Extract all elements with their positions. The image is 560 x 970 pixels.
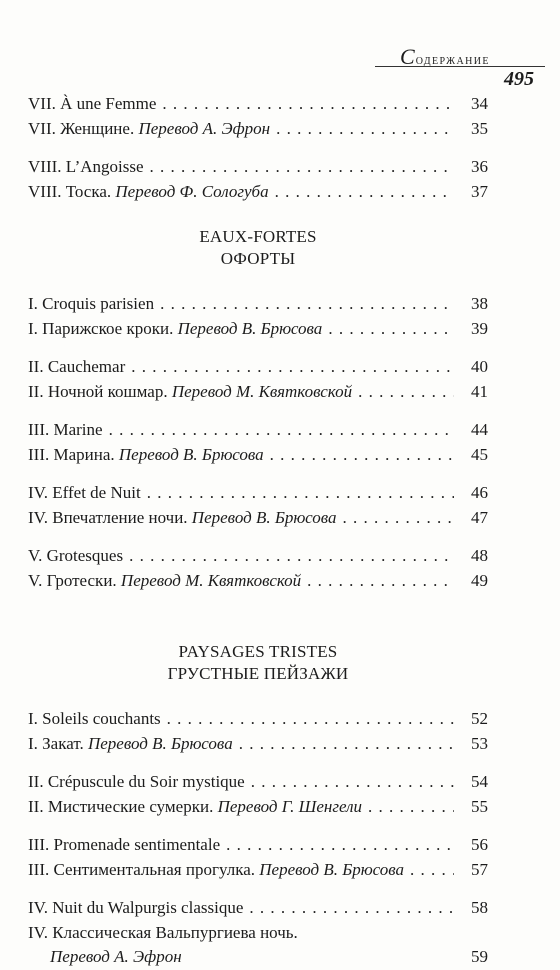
toc-entry-page: 49 bbox=[471, 570, 488, 590]
toc-group bbox=[28, 896, 488, 970]
toc-entry-page: 35 bbox=[471, 118, 488, 138]
dot-leader bbox=[109, 418, 454, 443]
toc-entry-title bbox=[28, 707, 161, 732]
toc-entry[interactable] bbox=[28, 92, 488, 117]
toc-entry-page: 45 bbox=[471, 444, 488, 464]
toc-group bbox=[28, 92, 488, 141]
toc-entry-page: 46 bbox=[471, 483, 488, 502]
toc-entry-label: I. Закат. bbox=[28, 733, 88, 753]
toc-entry-label: II. Мистические сумерки. bbox=[28, 796, 218, 816]
toc-entry-title bbox=[28, 544, 123, 569]
toc-entry-translator: Перевод В. Брюсова bbox=[87, 733, 233, 753]
toc-entry-translator: Перевод А. Эфрон bbox=[138, 118, 271, 138]
toc-group bbox=[28, 292, 488, 341]
toc-block-eaux-fortes bbox=[28, 292, 488, 593]
toc-entry[interactable] bbox=[28, 732, 488, 757]
toc-group bbox=[28, 155, 488, 204]
toc-entry-page: 47 bbox=[471, 507, 488, 527]
toc-entry-page: 52 bbox=[471, 709, 488, 728]
toc-entry-title bbox=[28, 155, 144, 180]
toc-entry-title bbox=[28, 380, 352, 405]
toc-entry[interactable] bbox=[28, 418, 488, 443]
toc-entry-label: IV. Effet de Nuit bbox=[28, 483, 141, 502]
toc-entry-label: VII. À une Femme bbox=[28, 94, 157, 113]
dot-leader bbox=[275, 180, 454, 205]
toc-group bbox=[28, 770, 488, 819]
toc-entry-page: 44 bbox=[471, 420, 488, 439]
toc-entry-label: III. Сентиментальная прогулка. bbox=[28, 859, 260, 879]
toc-entry-title bbox=[28, 833, 220, 858]
toc-group bbox=[28, 418, 488, 467]
toc-entry-title bbox=[28, 506, 337, 531]
toc-group bbox=[28, 481, 488, 530]
toc-entry-title bbox=[28, 117, 270, 142]
toc-entry-page: 59 bbox=[471, 947, 488, 966]
toc-entry-page: 55 bbox=[471, 796, 488, 816]
toc-block-continued bbox=[28, 92, 488, 204]
section-title-fr: PAYSAGES TRISTES bbox=[178, 642, 338, 661]
section-title-fr: EAUX-FORTES bbox=[199, 227, 317, 246]
dot-leader bbox=[328, 317, 454, 342]
toc-entry[interactable] bbox=[28, 921, 488, 946]
toc-entry-label: I. Soleils couchants bbox=[28, 709, 161, 728]
toc-entry-page: 56 bbox=[471, 835, 488, 854]
toc-entry[interactable] bbox=[28, 506, 488, 531]
toc-entry-label: VII. Женщине. bbox=[28, 118, 139, 138]
dot-leader bbox=[129, 544, 454, 569]
toc-entry-page: 40 bbox=[471, 357, 488, 376]
toc-entry-title bbox=[28, 569, 301, 594]
toc-entry[interactable] bbox=[28, 481, 488, 506]
toc-entry-label: I. Парижское кроки. bbox=[28, 318, 178, 338]
toc-entry-label: VIII. Тоска. bbox=[28, 181, 116, 201]
toc-entry-page: 38 bbox=[471, 294, 488, 313]
toc-entry-translator: Перевод Ф. Сологуба bbox=[115, 181, 269, 201]
toc-entry-page: 37 bbox=[471, 181, 488, 201]
toc-entry-page: 36 bbox=[471, 157, 488, 176]
toc-group bbox=[28, 355, 488, 404]
dot-leader bbox=[249, 896, 454, 921]
toc-entry-translator: Перевод Г. Шенгели bbox=[217, 796, 363, 816]
dot-leader bbox=[226, 833, 454, 858]
dot-leader bbox=[160, 292, 454, 317]
toc-entry-title bbox=[28, 292, 154, 317]
running-head-text: одержание bbox=[415, 53, 490, 68]
page-number: 495 bbox=[504, 68, 534, 90]
running-head-initial: С bbox=[400, 44, 415, 69]
toc-entry-label: III. Марина. bbox=[28, 444, 119, 464]
toc-entry-label: II. Cauchemar bbox=[28, 357, 126, 376]
toc-entry[interactable] bbox=[28, 707, 488, 732]
toc-entry[interactable] bbox=[28, 355, 488, 380]
toc-entry-label: III. Marine bbox=[28, 420, 103, 439]
header-rule bbox=[375, 66, 545, 67]
dot-leader bbox=[239, 732, 454, 757]
toc-entry-label: V. Grotesques bbox=[28, 546, 124, 565]
toc-entry[interactable] bbox=[28, 896, 488, 921]
dot-leader bbox=[358, 380, 454, 405]
toc-entry-translator: Перевод В. Брюсова bbox=[191, 507, 337, 527]
toc-entry-translator: Перевод В. Брюсова bbox=[177, 318, 323, 338]
toc-entry-label: II. Crépuscule du Soir mystique bbox=[28, 772, 245, 791]
toc-group bbox=[28, 544, 488, 593]
toc-entry-page: 41 bbox=[471, 381, 488, 401]
toc-entry-title: IV. Nuit du Walpurgis classique bbox=[28, 898, 244, 917]
toc-entry[interactable] bbox=[28, 317, 488, 342]
toc-entry-translator: Перевод В. Брюсова bbox=[118, 444, 264, 464]
toc-entry-translator: Перевод В. Брюсова bbox=[259, 859, 404, 879]
section-title-ru: ГРУСТНЫЕ ПЕЙЗАЖИ bbox=[167, 664, 349, 683]
toc-entry-title bbox=[28, 732, 233, 757]
dot-leader bbox=[307, 569, 454, 594]
toc-entry[interactable] bbox=[28, 858, 488, 883]
toc-entry-page: 53 bbox=[471, 733, 488, 753]
dot-leader bbox=[150, 155, 454, 180]
toc-entry[interactable] bbox=[28, 770, 488, 795]
toc-entry-translator: Перевод М. Квятковской bbox=[120, 570, 302, 590]
toc-entry-label: IV. Впечатление ночи. bbox=[28, 507, 192, 527]
toc-entry-title bbox=[28, 317, 322, 342]
dot-leader bbox=[368, 795, 454, 820]
toc-entry[interactable] bbox=[28, 544, 488, 569]
toc-entry-title bbox=[28, 770, 245, 795]
dot-leader bbox=[162, 92, 454, 117]
dot-leader bbox=[410, 858, 454, 883]
toc-entry[interactable] bbox=[28, 443, 488, 468]
toc-entry[interactable] bbox=[28, 795, 488, 820]
table-of-contents bbox=[28, 92, 488, 970]
toc-group bbox=[28, 707, 488, 756]
dot-leader bbox=[276, 117, 454, 142]
toc-entry-title bbox=[28, 355, 125, 380]
toc-entry-title bbox=[28, 180, 269, 205]
toc-group bbox=[28, 833, 488, 882]
toc-entry-title bbox=[28, 418, 103, 443]
section-title-ru: ОФОРТЫ bbox=[220, 249, 296, 268]
toc-entry-title bbox=[28, 481, 141, 506]
toc-entry[interactable] bbox=[28, 117, 488, 142]
toc-entry-label: V. Гротески. bbox=[28, 570, 121, 590]
toc-entry[interactable] bbox=[28, 833, 488, 858]
toc-entry-label: III. Promenade sentimentale bbox=[28, 835, 221, 854]
toc-entry-continuation[interactable] bbox=[28, 945, 488, 970]
dot-leader bbox=[251, 770, 454, 795]
toc-entry-page: 57 bbox=[471, 859, 488, 879]
toc-entry-label: II. Ночной кошмар. bbox=[28, 381, 172, 401]
toc-entry[interactable] bbox=[28, 292, 488, 317]
toc-entry-page: 54 bbox=[471, 772, 488, 791]
toc-entry[interactable] bbox=[28, 569, 488, 594]
dot-leader bbox=[270, 443, 454, 468]
toc-block-paysages-tristes bbox=[28, 707, 488, 882]
toc-entry-page: 48 bbox=[471, 546, 488, 565]
toc-entry-title: IV. Классическая Вальпургиева ночь. bbox=[28, 922, 298, 942]
toc-entry-title bbox=[28, 92, 156, 117]
toc-entry-title bbox=[28, 795, 362, 820]
toc-entry-translator: Перевод А. Эфрон bbox=[50, 947, 182, 966]
toc-entry[interactable] bbox=[28, 180, 488, 205]
toc-entry[interactable] bbox=[28, 155, 488, 180]
toc-entry-translator: Перевод М. Квятковской bbox=[171, 381, 353, 401]
toc-entry-page: 58 bbox=[471, 898, 488, 917]
toc-entry-page: 34 bbox=[471, 94, 488, 113]
dot-leader bbox=[167, 707, 454, 732]
dot-leader bbox=[131, 355, 454, 380]
toc-entry-page: 39 bbox=[471, 318, 488, 338]
toc-entry[interactable] bbox=[28, 380, 488, 405]
dot-leader bbox=[147, 481, 454, 506]
toc-entry-label: I. Croquis parisien bbox=[28, 294, 155, 313]
toc-entry-title bbox=[28, 858, 404, 883]
dot-leader bbox=[343, 506, 454, 531]
toc-entry-label: VIII. L’Angoisse bbox=[28, 157, 144, 176]
toc-entry-title bbox=[28, 443, 264, 468]
